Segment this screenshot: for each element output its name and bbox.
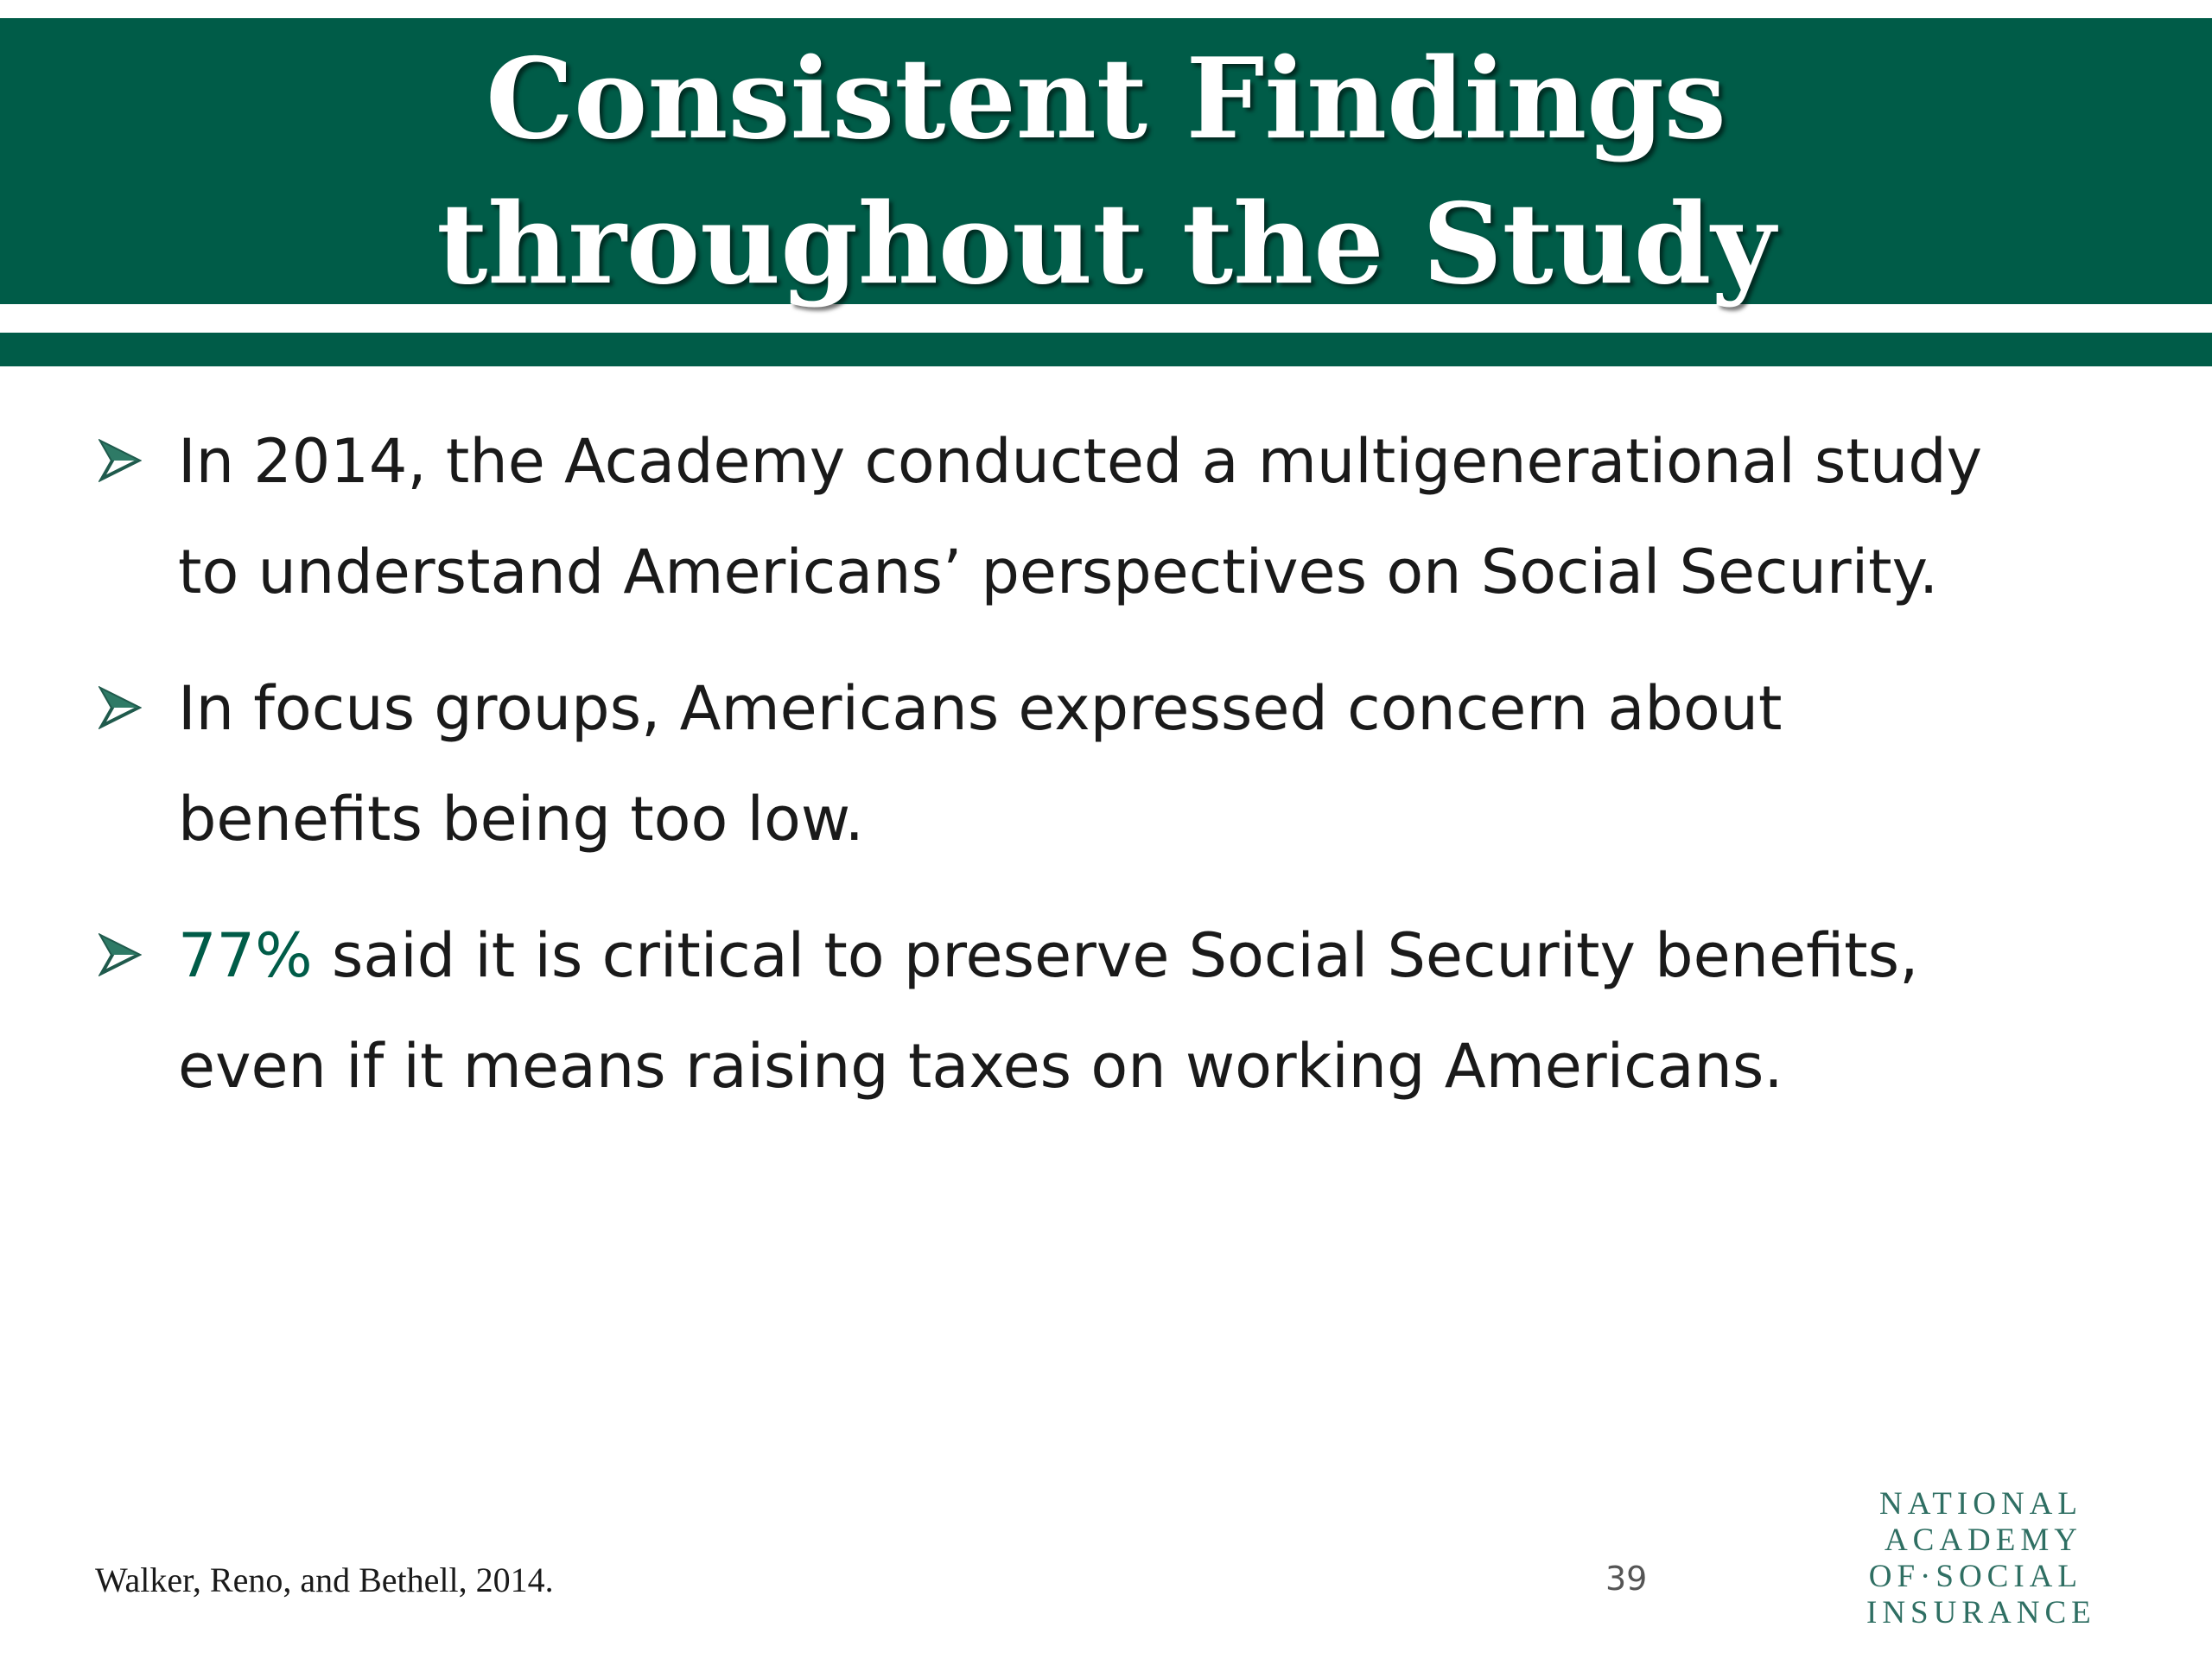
logo-line-1: NATIONAL bbox=[1878, 1486, 2082, 1522]
bullet-item-3 bbox=[0, 900, 2212, 1122]
logo-line-3: OF·SOCIAL bbox=[1868, 1559, 2082, 1594]
arrowhead-bullet-icon bbox=[99, 686, 142, 729]
slide-title bbox=[0, 27, 2212, 317]
slide-title-line-1: Consistent Findings bbox=[486, 35, 1726, 164]
bullet-3-highlight-percent: 77% bbox=[178, 920, 313, 991]
bullet-item-2 bbox=[0, 653, 2212, 874]
logo-line-2: ACADEMY bbox=[1884, 1522, 2082, 1558]
bullet-1-line-1: In 2014, the Academy conducted a multigenerational study bbox=[178, 426, 1983, 497]
arrowhead-bullet-icon bbox=[99, 439, 142, 482]
page-number: 39 bbox=[1605, 1560, 1648, 1598]
slide-title-line-2: throughout the Study bbox=[436, 180, 1776, 309]
bullet-1-line-2: to understand Americans’ perspectives on Social Security. bbox=[178, 537, 1939, 607]
title-divider-rule bbox=[0, 333, 2212, 366]
bullet-3-line-1: said it is critical to preserve Social Security benefits, bbox=[312, 920, 1919, 991]
nasi-logo bbox=[1866, 1486, 2096, 1633]
source-citation: Walker, Reno, and Bethell, 2014. bbox=[95, 1560, 554, 1599]
arrowhead-bullet-icon bbox=[99, 933, 142, 976]
bullet-item-1 bbox=[0, 406, 2212, 627]
bullet-2-line-2: benefits being too low. bbox=[178, 784, 864, 855]
bullet-2-line-1: In focus groups, Americans expressed concern about bbox=[178, 673, 1783, 744]
logo-line-4: INSURANCE bbox=[1866, 1595, 2096, 1630]
bullet-3-line-2: even if it means raising taxes on working Americans. bbox=[178, 1031, 1783, 1102]
bullet-list bbox=[0, 406, 2212, 1147]
